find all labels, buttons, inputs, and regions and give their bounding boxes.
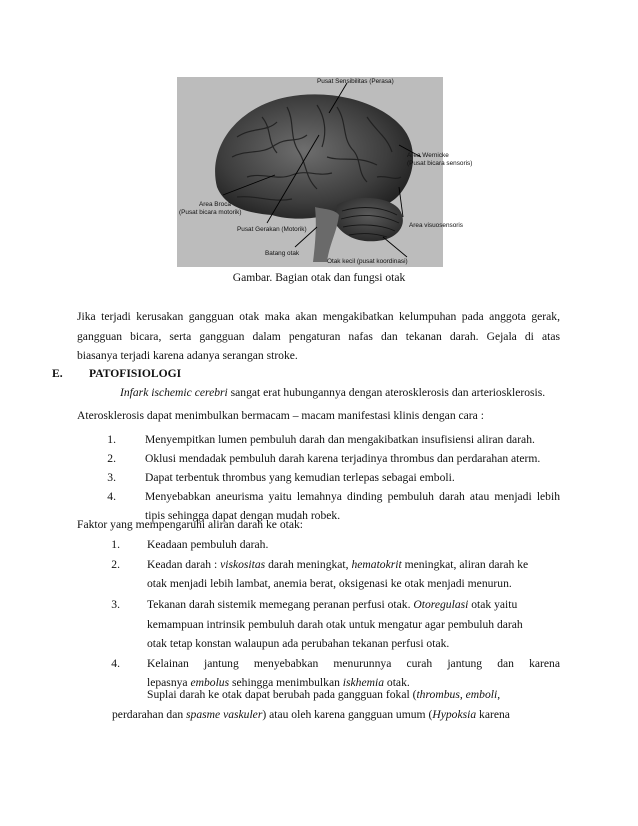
label-motor: Pusat Gerakan (Motorik) [237,226,307,233]
athero-num-2: 2. [107,452,116,465]
label-wernicke-2: (Pusat bicara sensoris) [407,160,473,167]
factor-num-1: 1. [111,538,120,551]
infark-term: Infark ischemic cerebri [120,386,228,399]
athero-item-2: Oklusi mendadak pembuluh darah karena terjadinya thrombus dan perdarahan aterm. [145,452,541,465]
factor-2-a: Keadan darah : [147,558,221,571]
intro-line-3: biasanya terjadi karena adanya serangan stroke. [77,349,298,362]
factor-4-a: lepasnya [147,676,191,689]
label-cerebellum: Otak kecil (pusat koordinasi) [327,258,408,265]
label-broca-2: (Pusat bicara motorik) [179,209,242,216]
factor-2-viskositas: viskositas [220,558,266,571]
factor-4-e: otak. [384,676,410,689]
factor-2-e: meningkat, aliran darah ke [401,558,529,571]
label-brainstem: Batang otak [265,250,300,257]
athero-num-1: 1. [107,433,116,446]
factor-num-3: 3. [111,598,120,611]
figure-caption: Gambar. Bagian otak dan fungsi otak [232,271,406,284]
brain-illustration [177,77,473,267]
closing-2d: Hypoksia [432,708,477,721]
athero-num-3: 3. [107,471,116,484]
factor-3-otoregulasi: Otoregulasi [413,598,469,611]
factor-2-hematokrit: hematokrit [351,558,402,571]
closing-1a: Suplai darah ke otak dapat berubah pada gangguan fokal ( [147,688,417,701]
intro-line-2: gangguan bicara, serta gangguan dalam pengaturan nafas dan tekanan darah. Gejala di atas [77,330,560,343]
athero-item-1: Menyempitkan lumen pembuluh darah dan mengakibatkan insufisiensi aliran darah. [145,433,535,446]
label-broca-1: Area Broca [199,201,231,208]
factor-item-3-line-3: otak tetap konstan walaupun ada perubahan tekanan perfusi otak. [147,637,450,650]
closing-2c: ) atau oleh karena gangguan umum ( [262,708,433,721]
factor-3-c: otak yaitu [468,598,518,611]
section-letter: E. [52,367,63,380]
label-visual: Area visuosensoris [409,222,463,229]
factor-item-4-line-1: Kelainan jantung menyebabkan menurunnya curah jantung dan karena [147,657,560,670]
factor-item-3-line-1 [147,598,517,611]
infark-rest: sangat erat hubungannya dengan aterosklerosis dan arteriosklerosis. [227,386,546,399]
closing-line-2 [112,708,510,721]
factor-4-iskhemia: iskhemia [342,676,385,689]
closing-1b: thrombus, emboli [416,688,498,701]
factor-item-1: Keadaan pembuluh darah. [147,538,269,551]
factor-item-3-line-2: kemampuan intrinsik pembuluh darah otak untuk mengatur agar pembuluh darah [147,618,523,631]
factor-3-a: Tekanan darah sistemik memegang peranan perfusi otak. [147,598,414,611]
factor-item-2-line-1 [147,558,528,571]
closing-line-1 [147,688,500,701]
closing-1c: , [497,688,501,701]
closing-2e: karena [476,708,510,721]
factor-4-embolus: embolus [190,676,230,689]
closing-2a: perdarahan dan [112,708,187,721]
athero-num-4: 4. [107,490,116,503]
athero-item-3: Dapat terbentuk thrombus yang kemudian terlepas sebagai emboli. [145,471,455,484]
infark-paragraph [120,386,560,399]
factor-2-c: darah meningkat, [265,558,352,571]
athero-intro: Aterosklerosis dapat menimbulkan bermacam – macam manifestasi klinis dengan cara : [77,409,484,422]
factor-num-2: 2. [111,558,120,571]
athero-item-4-line-2: tipis sehingga dapat dengan mudah robek. [145,509,341,522]
factor-4-c: sehingga menimbulkan [229,676,343,689]
factors-intro: Faktor yang mempengaruhi aliran darah ke otak: [77,518,303,531]
intro-line-1: Jika terjadi kerusakan gangguan otak maka akan mengakibatkan kelumpuhan pada anggota gerak, [77,310,560,323]
factor-num-4: 4. [111,657,120,670]
section-title: PATOFISIOLOGI [89,367,182,380]
athero-item-4-line-1: Menyebabkan aneurisma yaitu lemahnya dinding pembuluh darah atau menjadi lebih [145,490,560,503]
closing-2b: spasme vaskuler [186,708,263,721]
label-sensibility: Pusat Sensibilitas (Perasa) [317,78,394,85]
label-wernicke-1: Area Wernicke [407,152,449,159]
brain-figure [177,77,473,267]
factor-item-2-line-2: otak menjadi lebih lambat, anemia berat, oksigenasi ke otak menjadi menurun. [147,577,512,590]
